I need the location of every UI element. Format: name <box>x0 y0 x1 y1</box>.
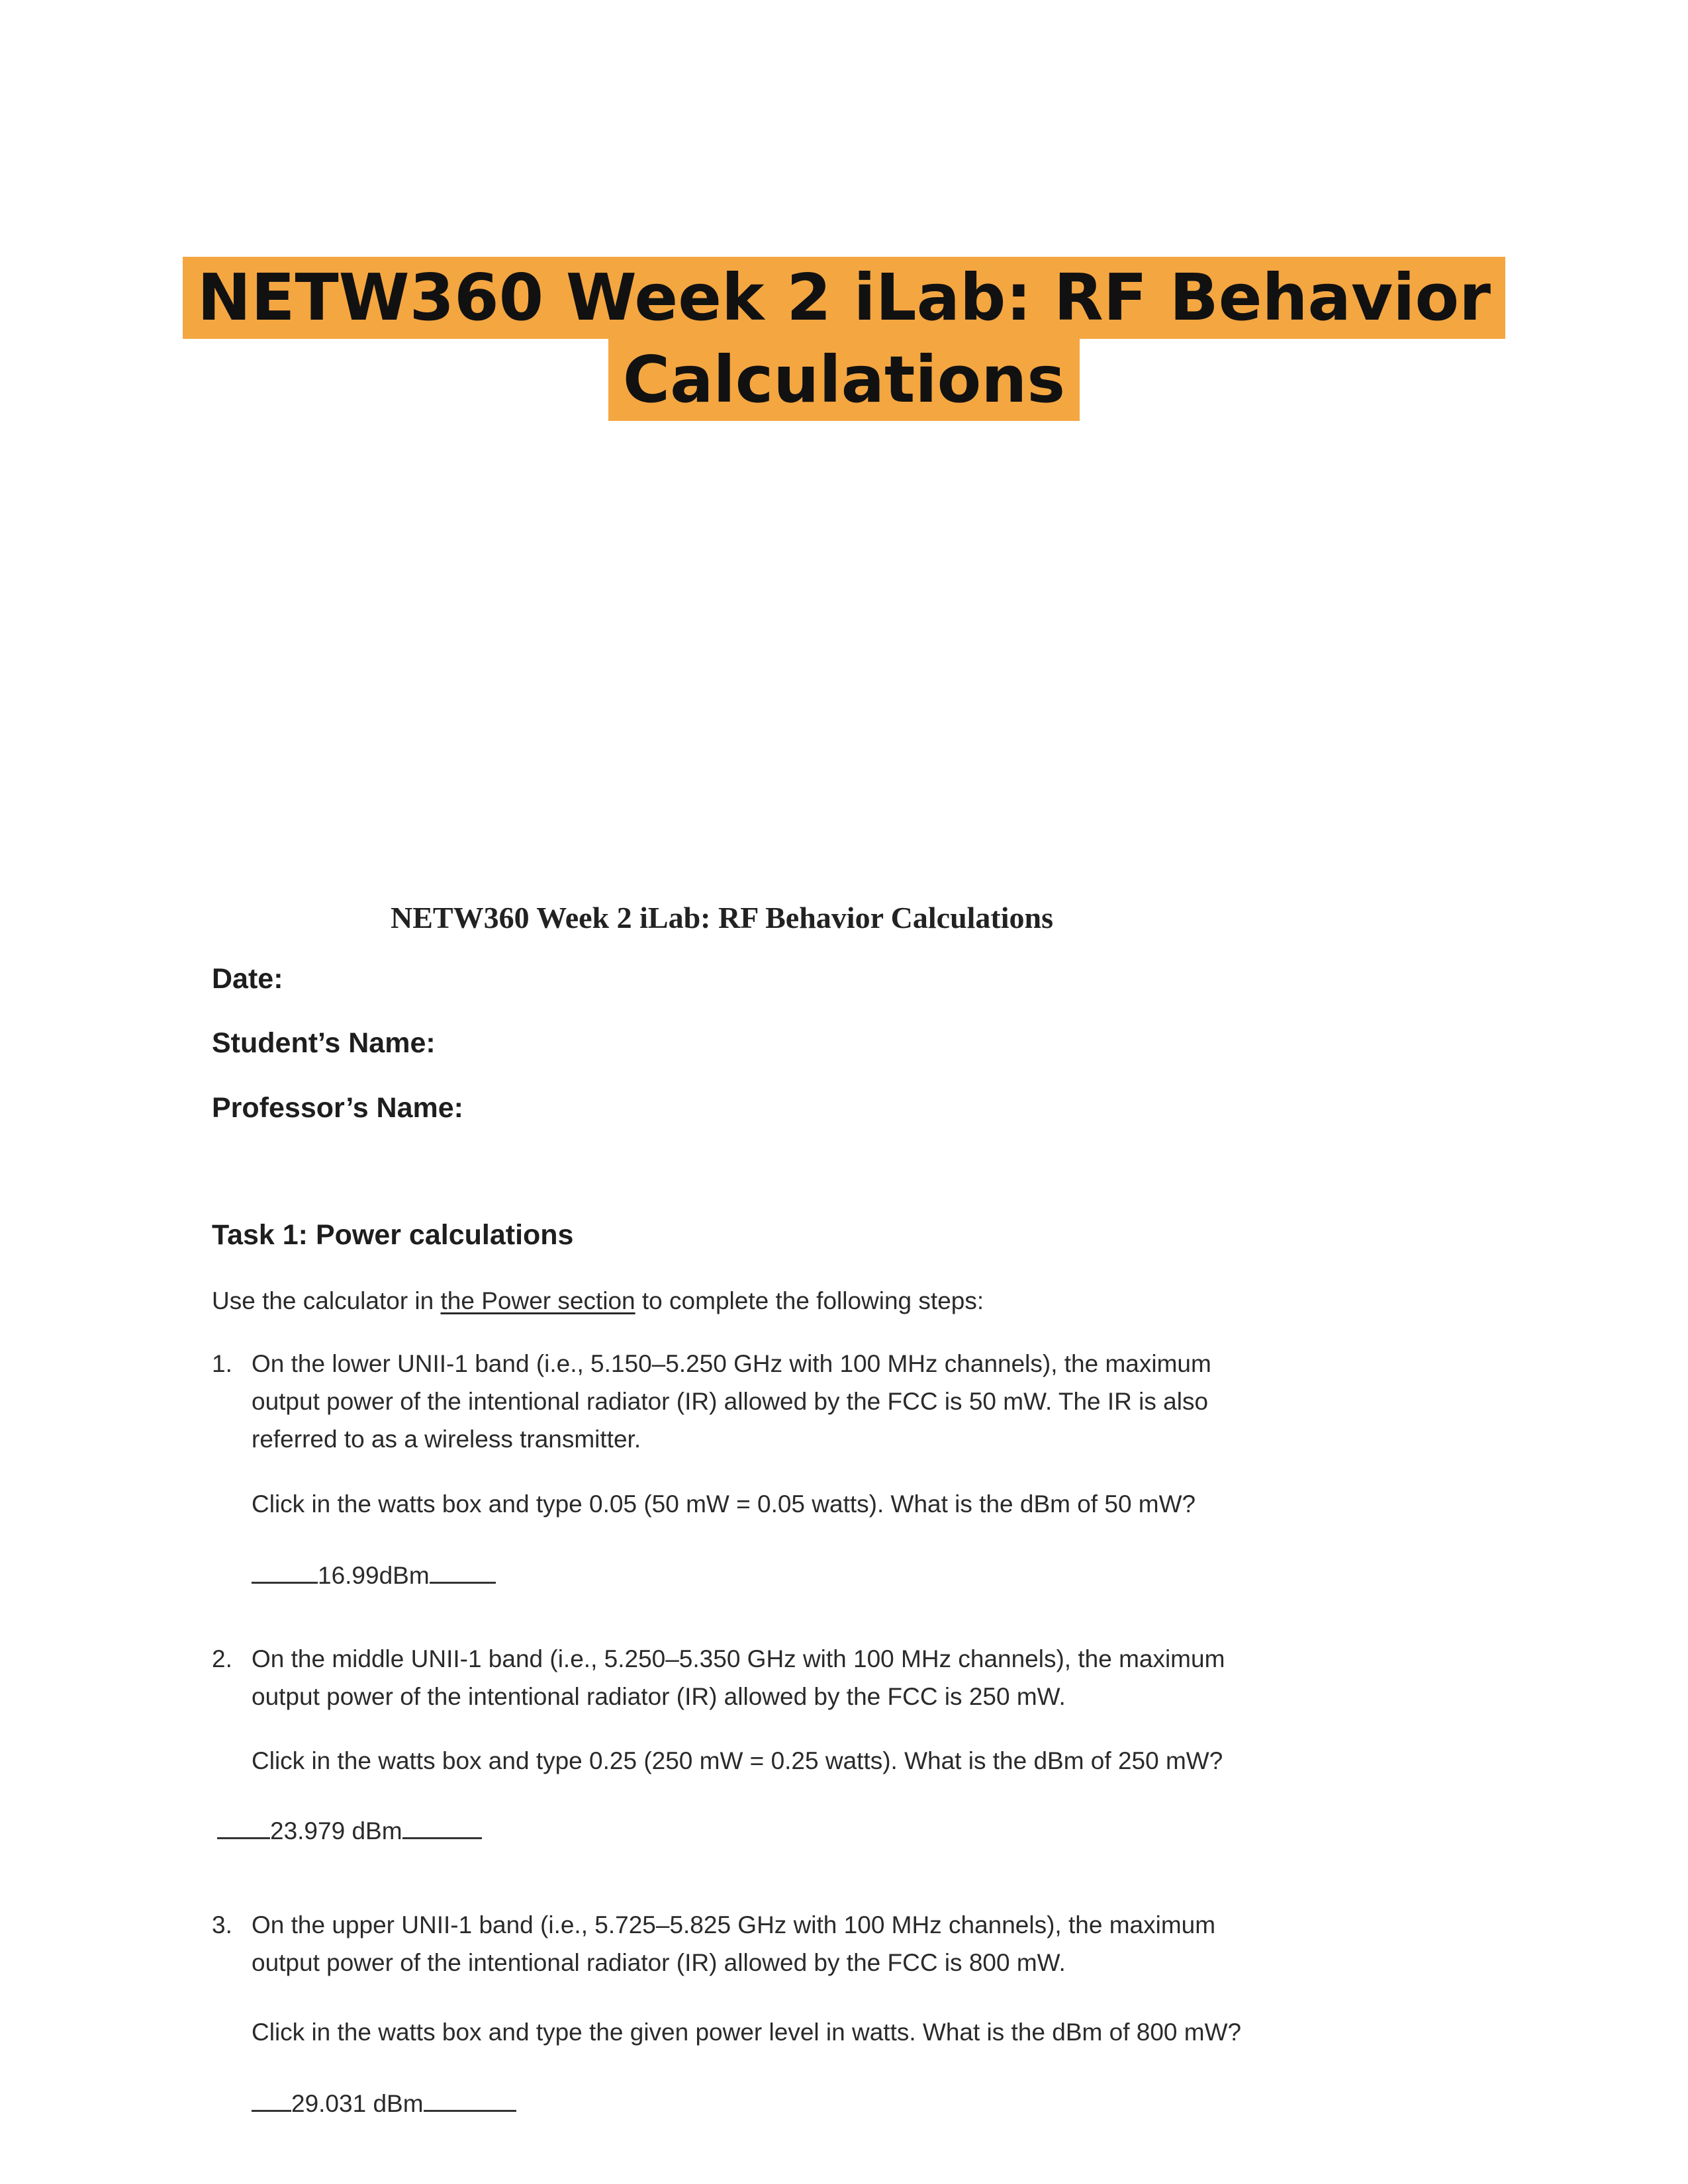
answer-blank-left <box>252 2109 291 2112</box>
question-description: On the lower UNII-1 band (i.e., 5.150–5.250 GHz with 100 MHz channels), the maximum output power of the intentional radiator (IR) allowed by the FCC is 50 mW. The IR is also referred to as a wireless transmitter. <box>252 1350 1211 1453</box>
worksheet-title: NETW360 Week 2 iLab: RF Behavior Calculations <box>391 901 1054 934</box>
answer-field <box>252 2090 516 2118</box>
question-description: On the upper UNII-1 band (i.e., 5.725–5.825 GHz with 100 MHz channels), the maximum output power of the intentional radiator (IR) allowed by the FCC is 800 mW. <box>252 1911 1216 1976</box>
page-title-line-2: Calculations <box>608 339 1080 421</box>
question-prompt: Click in the watts box and type 0.25 (250 mW = 0.25 watts). What is the dBm of 250 mW? <box>252 1747 1223 1774</box>
date-label: Date: <box>212 963 283 995</box>
power-section-link[interactable]: the Power section <box>440 1287 635 1314</box>
professor-name-label: Professor’s Name: <box>212 1092 463 1124</box>
answer-blank-right <box>402 1837 482 1839</box>
student-name-label: Student’s Name: <box>212 1027 436 1059</box>
answer-value: 23.979 dBm <box>270 1817 402 1844</box>
answer-field <box>252 1562 496 1590</box>
question-number: 2. <box>212 1645 232 1672</box>
page-title <box>0 257 1688 421</box>
question-prompt: Click in the watts box and type the given power level in watts. What is the dBm of 800 mW? <box>252 2019 1242 2046</box>
answer-blank-left <box>217 1837 270 1839</box>
task-intro <box>212 1287 984 1315</box>
intro-before: Use the calculator in <box>212 1287 441 1314</box>
page-title-line-1: NETW360 Week 2 iLab: RF Behavior <box>183 257 1505 339</box>
answer-blank-left <box>252 1581 318 1584</box>
answer-blank-right <box>424 2109 516 2112</box>
question-number: 1. <box>212 1350 232 1377</box>
answer-field <box>217 1817 482 1845</box>
answer-value: 29.031 dBm <box>291 2090 424 2117</box>
answer-blank-right <box>430 1581 496 1584</box>
answer-value: 16.99dBm <box>318 1562 430 1589</box>
task-heading: Task 1: Power calculations <box>212 1219 574 1251</box>
question-prompt: Click in the watts box and type 0.05 (50 mW = 0.05 watts). What is the dBm of 50 mW? <box>252 1490 1196 1518</box>
question-number: 3. <box>212 1911 232 1938</box>
intro-after: to complete the following steps: <box>635 1287 984 1314</box>
question-description: On the middle UNII-1 band (i.e., 5.250–5.350 GHz with 100 MHz channels), the maximum output power of the intentional radiator (IR) allowed by the FCC is 250 mW. <box>252 1645 1225 1710</box>
